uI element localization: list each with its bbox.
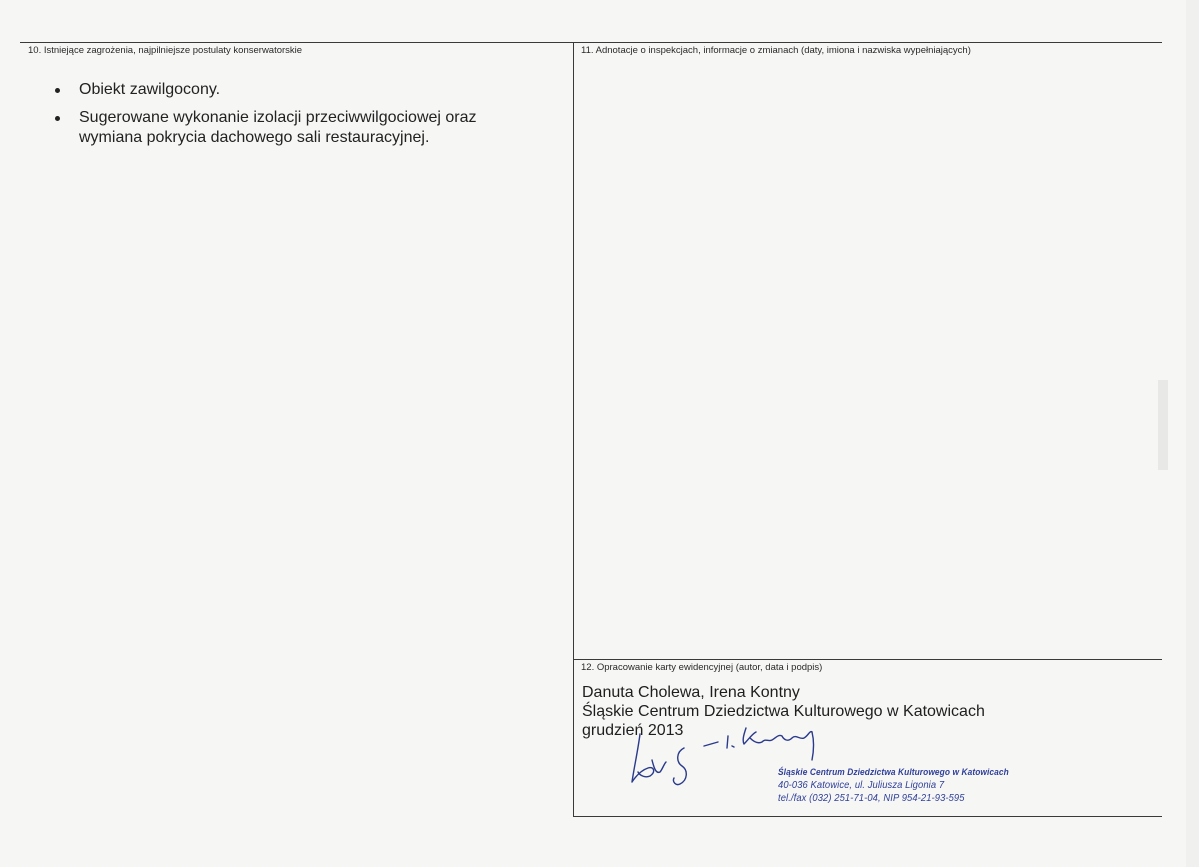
authors-text: Danuta Cholewa, Irena Kontny — [582, 684, 800, 701]
scan-artifact — [1158, 380, 1168, 470]
institution-stamp — [778, 766, 1040, 805]
bullet-icon — [55, 88, 60, 93]
top-rule — [20, 42, 1162, 43]
scan-artifact — [1186, 0, 1199, 867]
section12-label: 12. Opracowanie karty ewidencyjnej (autor, data i podpis) — [581, 662, 823, 673]
institution-text: Śląskie Centrum Dziedzictwa Kulturowego w Katowicach — [582, 703, 985, 720]
list-item-text: Sugerowane wykonanie izolacji przeciwwilgociowej oraz wymiana pokrycia dachowego sali restauracyjnej. — [79, 109, 477, 146]
section11-label: 11. Adnotacje o inspekcjach, informacje o zmianach (daty, imiona i nazwiska wypełniających) — [581, 45, 971, 56]
list-item — [52, 80, 532, 100]
stamp-contact: tel./fax (032) 251-71-04, NIP 954-21-93-595 — [778, 793, 965, 804]
stamp-address: 40-036 Katowice, ul. Juliusza Ligonia 7 — [778, 780, 945, 791]
list-item — [52, 108, 532, 148]
section12-rule — [573, 659, 1162, 660]
column-divider — [573, 42, 574, 817]
section10-label: 10. Istniejące zagrożenia, najpilniejsze postulaty konserwatorskie — [28, 45, 303, 56]
bullet-icon — [55, 116, 60, 121]
stamp-name: Śląskie Centrum Dziedzictwa Kulturowego w Katowicach — [778, 767, 1009, 778]
date-text: grudzień 2013 — [582, 722, 684, 739]
section10-list — [52, 80, 532, 156]
list-item-text: Obiekt zawilgocony. — [79, 81, 221, 98]
bottom-rule — [573, 816, 1162, 817]
